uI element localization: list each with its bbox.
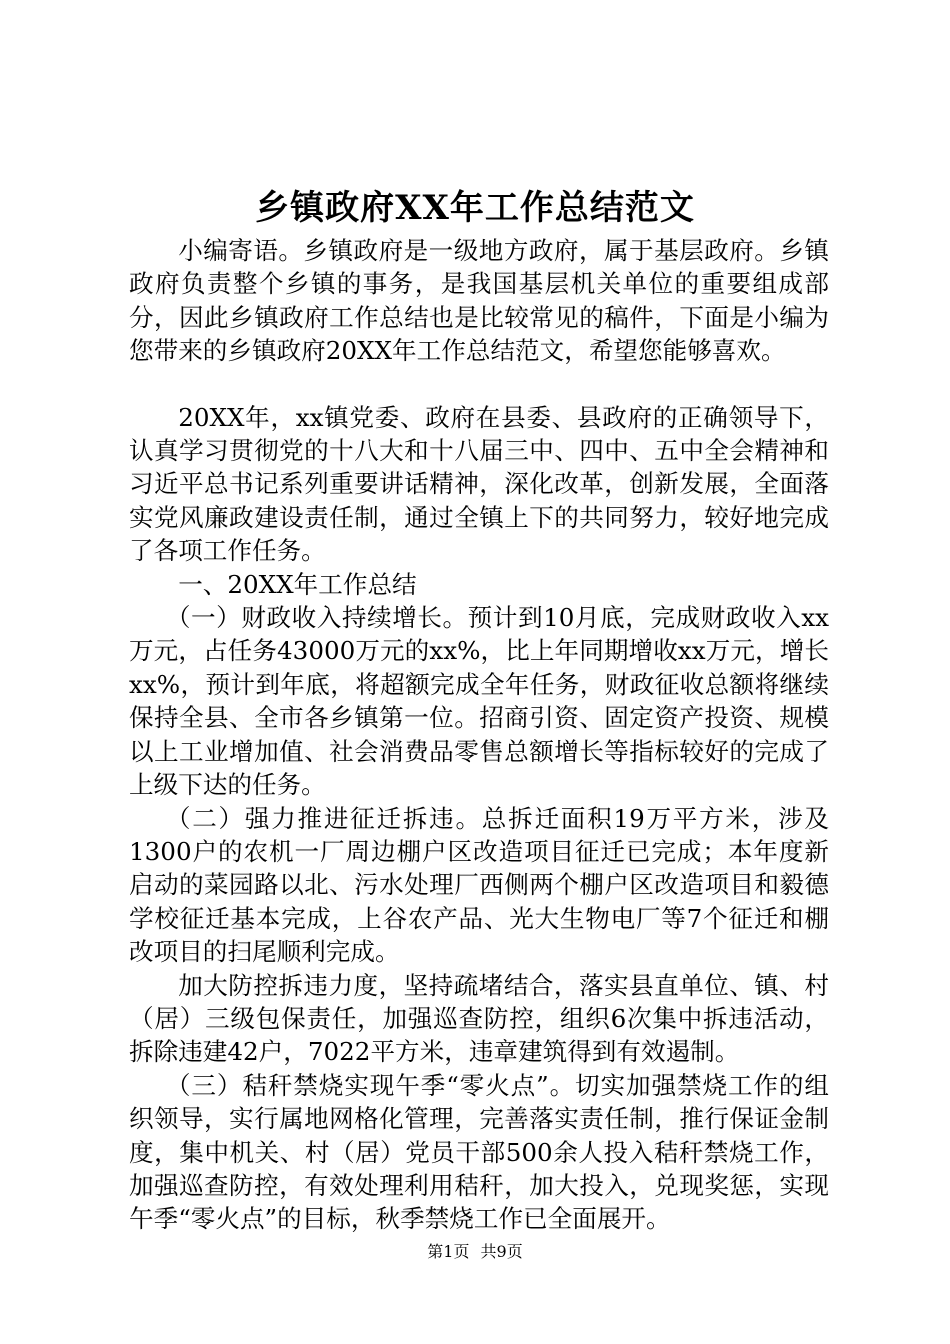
document-title: 乡镇政府XX年工作总结范文 <box>255 188 695 228</box>
demolition-paragraph: （二）强力推进征迁拆违。总拆迁面积19万平方米，涉及1300户的农机一厂周边棚户区改造项目征迁已完成；本年度新启动的菜园路以北、污水处理厂西侧两个棚户区改造项目和毅德学校征迁基本完成，上谷农产品、光大生物电厂等7个征迁和棚改项目的扫尾顺利完成。 <box>129 803 829 967</box>
finance-paragraph: （一）财政收入持续增长。预计到10月底，完成财政收入xx万元，占任务43000万元的xx%，比上年同期增收xx万元，增长xx%，预计到年底，将超额完成全年任务，财政征收总额将继续保持全县、全市各乡镇第一位。招商引资、固定资产投资、规模以上工业增加值、社会消费品零售总额增长等指标较好的完成了上级下达的任务。 <box>129 603 829 800</box>
page-total: 共9页 <box>480 1242 523 1261</box>
page-footer <box>0 1241 950 1263</box>
page-number: 第1页 <box>427 1242 470 1261</box>
illegal-building-paragraph: 加大防控拆违力度，坚持疏堵结合，落实县直单位、镇、村（居）三级包保责任，加强巡查防控，组织6次集中拆违活动，拆除违建42户，7022平方米，违章建筑得到有效遏制。 <box>129 970 829 1067</box>
document-body <box>129 234 829 1236</box>
section-heading: 一、20XX年工作总结 <box>178 569 417 599</box>
straw-burning-paragraph: （三）秸秆禁烧实现午季“零火点”。切实加强禁烧工作的组织领导，实行属地网格化管理，完善落实责任制，推行保证金制度，集中机关、村（居）党员干部500余人投入秸秆禁烧工作，加强巡查防控，有效处理利用秸秆，加大投入，兑现奖惩，实现午季“零火点”的目标，秋季禁烧工作已全面展开。 <box>129 1070 829 1234</box>
overview-paragraph: 20XX年，xx镇党委、政府在县委、县政府的正确领导下，认真学习贯彻党的十八大和十八届三中、四中、五中全会精神和习近平总书记系列重要讲话精神，深化改革，创新发展，全面落实党风廉政建设责任制，通过全镇上下的共同努力，较好地完成了各项工作任务。 <box>129 402 829 566</box>
intro-paragraph: 小编寄语。乡镇政府是一级地方政府，属于基层政府。乡镇政府负责整个乡镇的事务，是我国基层机关单位的重要组成部分，因此乡镇政府工作总结也是比较常见的稿件，下面是小编为您带来的乡镇政府20XX年工作总结范文，希望您能够喜欢。 <box>129 236 829 366</box>
